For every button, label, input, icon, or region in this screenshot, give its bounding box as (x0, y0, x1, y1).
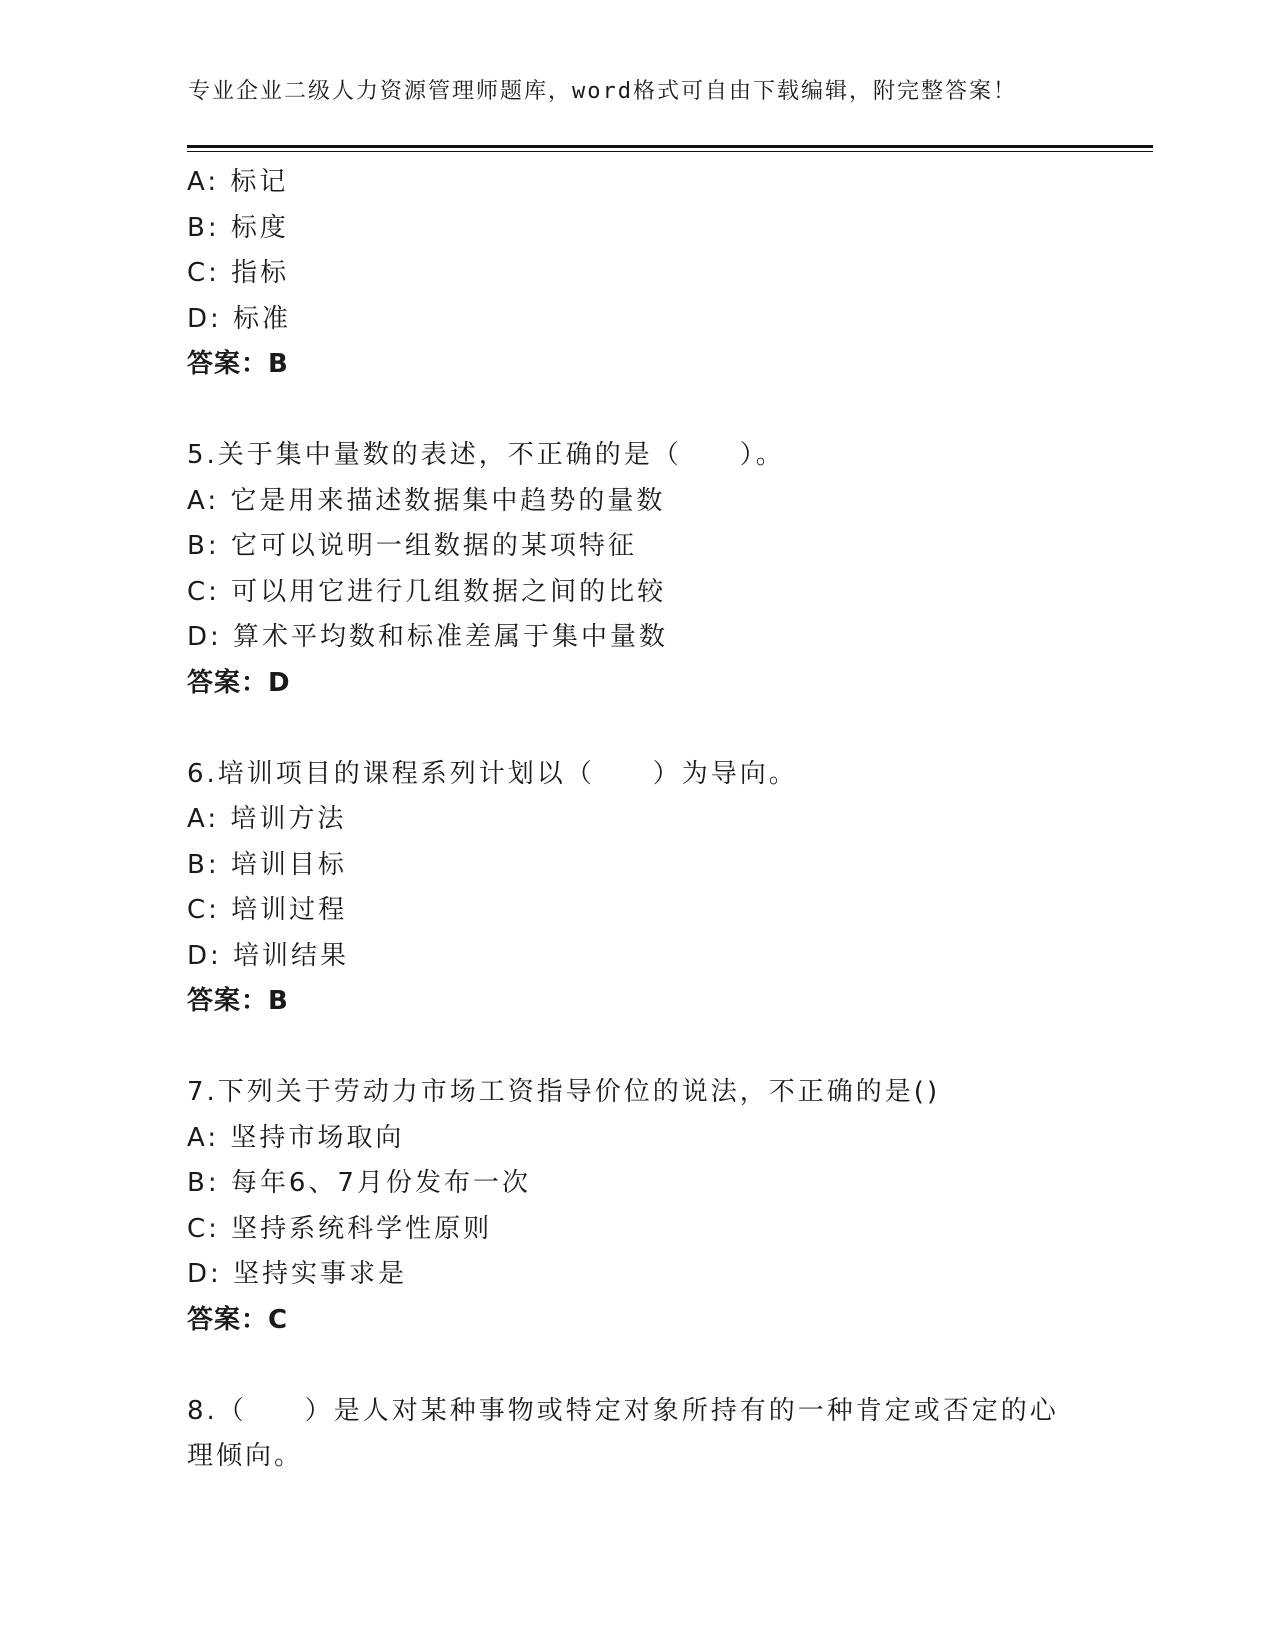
question-6-block (187, 752, 1087, 1025)
answer: 答案：C (187, 1304, 289, 1335)
option-a: A: 标记 (187, 167, 289, 197)
question-4-block (187, 160, 1087, 388)
option-c: C: 可以用它进行几组数据之间的比较 (187, 576, 667, 607)
answer: 答案：D (187, 667, 291, 698)
header-rule-thin (187, 151, 1153, 152)
option-d: D: 坚持实事求是 (187, 1259, 408, 1289)
option-c: C: 指标 (187, 258, 290, 288)
question-text: 5.关于集中量数的表述，不正确的是（ ）。 (187, 440, 785, 470)
question-text: 6.培训项目的课程系列计划以（ ）为导向。 (187, 758, 798, 789)
document-header: 专业企业二级人力资源管理师题库，word格式可自由下载编辑，附完整答案！ (188, 79, 1017, 104)
option-a: A: 坚持市场取向 (187, 1122, 405, 1153)
option-b: B: 培训目标 (187, 849, 347, 880)
option-c: C: 培训过程 (187, 895, 348, 925)
question-7-block (187, 1070, 1087, 1343)
question-5-block (187, 433, 1087, 706)
spacer (187, 388, 1087, 434)
question-content (187, 160, 1087, 1480)
option-d: D: 标准 (187, 303, 292, 334)
option-d: D: 培训结果 (187, 940, 350, 971)
question-text: 7.下列关于劳动力市场工资指导价位的说法，不正确的是() (187, 1077, 941, 1107)
option-a: A: 它是用来描述数据集中趋势的量数 (187, 485, 666, 516)
spacer (187, 706, 1087, 752)
header-rule-thick (187, 145, 1153, 148)
answer: 答案：B (187, 349, 289, 379)
answer: 答案：B (187, 986, 289, 1016)
question-8-block (187, 1389, 1087, 1480)
option-d: D: 算术平均数和标准差属于集中量数 (187, 622, 669, 652)
option-c: C: 坚持系统科学性原则 (187, 1213, 493, 1244)
option-b: B: 标度 (187, 212, 289, 243)
spacer (187, 1025, 1087, 1071)
spacer (187, 1343, 1087, 1389)
option-a: A: 培训方法 (187, 804, 347, 834)
option-b: B: 每年6、7月份发布一次 (187, 1168, 531, 1198)
question-text: 8.（ ）是人对某种事物或特定对象所持有的一种肯定或否定的心理倾向。 (187, 1395, 1059, 1471)
option-b: B: 它可以说明一组数据的某项特征 (187, 531, 637, 561)
